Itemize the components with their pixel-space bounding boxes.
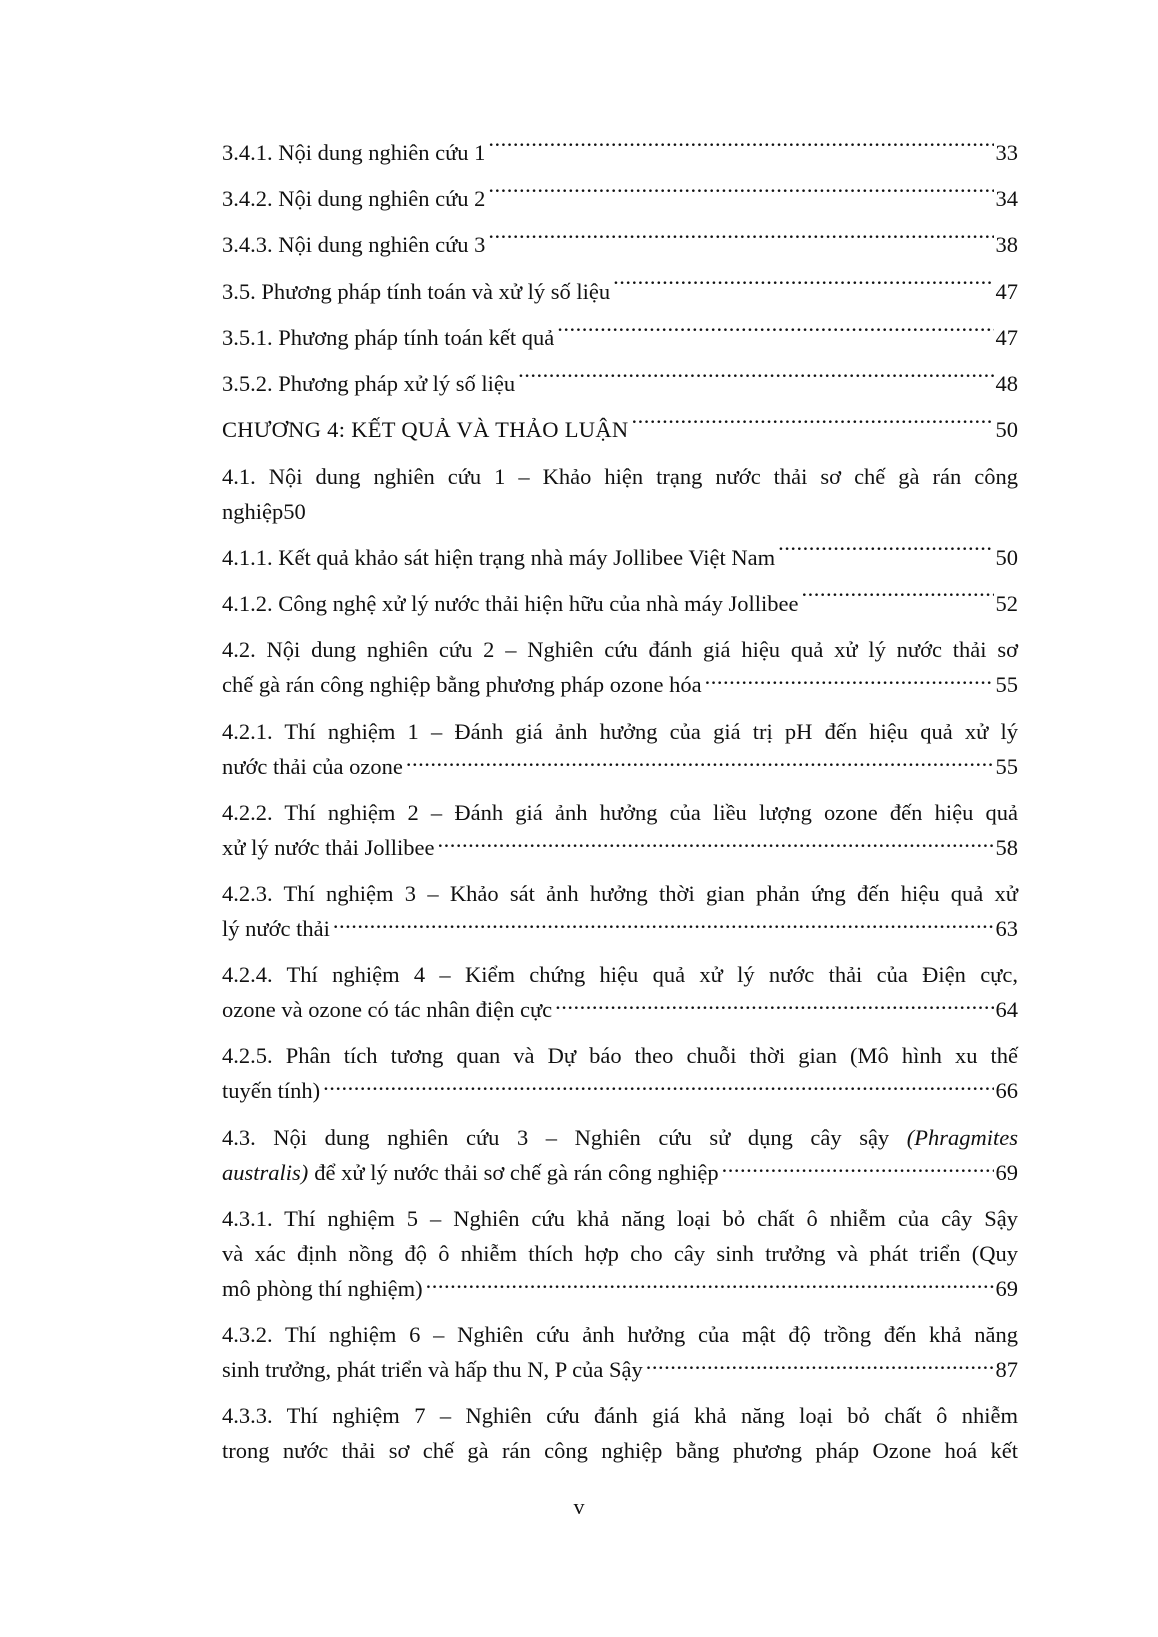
toc-page-number: 52 bbox=[995, 590, 1018, 616]
toc-label: 3.5.2. Phương pháp xử lý số liệu bbox=[222, 370, 516, 396]
toc-line: 4.2.4. Thí nghiệm 4 – Kiểm chứng hiệu quả xử lý nước thải của Điện cực, bbox=[222, 962, 1018, 988]
toc-page-number: 50 bbox=[995, 544, 1018, 570]
toc-line: 4.1. Nội dung nghiên cứu 1 – Khảo hiện trạng nước thải sơ chế gà rán công bbox=[222, 463, 1018, 489]
toc-label-scientific-name: (Phragmites bbox=[906, 1124, 1018, 1150]
toc-line bbox=[222, 1073, 1018, 1108]
toc-label-continued: sinh trưởng, phát triển và hấp thu N, P của Sậy bbox=[222, 1356, 643, 1382]
toc-page-number: 55 bbox=[995, 753, 1018, 779]
toc-line bbox=[222, 315, 1018, 361]
toc-label-continued: nước thải của ozone bbox=[222, 753, 403, 779]
toc-line: 4.2. Nội dung nghiên cứu 2 – Nghiên cứu đánh giá hiệu quả xử lý nước thải sơ bbox=[222, 637, 1018, 663]
toc-entry[interactable] bbox=[222, 1311, 1018, 1392]
toc-page-number: 64 bbox=[995, 997, 1018, 1023]
toc-label-continued: nghiệp bbox=[222, 498, 284, 524]
toc-leader-dots bbox=[557, 322, 993, 345]
toc-entry[interactable] bbox=[222, 535, 1018, 581]
toc-leader-dots bbox=[555, 995, 993, 1018]
toc-entry-chapter[interactable] bbox=[222, 407, 1018, 453]
toc-leader-dots bbox=[722, 1157, 994, 1180]
toc-line bbox=[222, 1120, 1018, 1155]
toc-line: 4.2.1. Thí nghiệm 1 – Đánh giá ảnh hưởng của giá trị pH đến hiệu quả xử lý bbox=[222, 718, 1018, 744]
toc-entry[interactable] bbox=[222, 269, 1018, 315]
toc-line: 4.3.1. Thí nghiệm 5 – Nghiên cứu khả năng loại bỏ chất ô nhiễm của cây Sậy bbox=[222, 1205, 1018, 1231]
toc-line bbox=[222, 667, 1018, 702]
toc-leader-dots bbox=[802, 588, 994, 611]
toc-entry[interactable] bbox=[222, 581, 1018, 627]
toc-label-continued: mô phòng thí nghiệm) bbox=[222, 1275, 423, 1301]
toc-chapter-label: CHƯƠNG 4: KẾT QUẢ VÀ THẢO LUẬN bbox=[222, 417, 629, 443]
toc-line: 4.2.5. Phân tích tương quan và Dự báo theo chuỗi thời gian (Mô hình xu thế bbox=[222, 1043, 1018, 1069]
toc-line bbox=[222, 1352, 1018, 1387]
toc-label-continued: chế gà rán công nghiệp bằng phương pháp ozone hóa bbox=[222, 672, 702, 698]
toc-leader-dots bbox=[406, 751, 994, 774]
toc-page-number: 33 bbox=[995, 140, 1018, 165]
toc-leader-dots bbox=[613, 276, 993, 299]
toc-leader-dots bbox=[488, 184, 993, 207]
toc-entry[interactable] bbox=[222, 315, 1018, 361]
toc-entry[interactable] bbox=[222, 870, 1018, 951]
toc-leader-dots bbox=[705, 670, 994, 693]
toc-label: 3.4.1. Nội dung nghiên cứu 1 bbox=[222, 140, 486, 165]
toc-page-number: 38 bbox=[995, 232, 1018, 258]
toc-line bbox=[222, 992, 1018, 1027]
toc-page-number: 63 bbox=[995, 916, 1018, 942]
toc-leader-dots bbox=[631, 415, 993, 438]
toc-leader-dots bbox=[518, 368, 993, 391]
toc-line: 4.3.3. Thí nghiệm 7 – Nghiên cứu đánh giá khả năng loại bỏ chất ô nhiễm bbox=[222, 1403, 1018, 1429]
toc-line: 4.2.3. Thí nghiệm 3 – Khảo sát ảnh hưởng thời gian phản ứng đến hiệu quả xử bbox=[222, 881, 1018, 907]
table-of-contents bbox=[222, 130, 1018, 1474]
toc-line bbox=[222, 176, 1018, 222]
toc-entry[interactable] bbox=[222, 1033, 1018, 1114]
toc-line bbox=[222, 361, 1018, 407]
toc-entry[interactable] bbox=[222, 789, 1018, 870]
toc-label-continued: xử lý nước thải Jollibee bbox=[222, 834, 435, 860]
toc-page-number: 34 bbox=[995, 186, 1018, 212]
toc-entry[interactable] bbox=[222, 627, 1018, 708]
toc-page-number: 47 bbox=[995, 324, 1018, 350]
toc-entry[interactable] bbox=[222, 222, 1018, 268]
toc-line bbox=[222, 830, 1018, 865]
toc-line bbox=[222, 494, 1018, 529]
toc-line: 4.2.2. Thí nghiệm 2 – Đánh giá ảnh hưởng của liều lượng ozone đến hiệu quả bbox=[222, 799, 1018, 825]
toc-page-number: 48 bbox=[995, 370, 1018, 396]
toc-line bbox=[222, 749, 1018, 784]
toc-line: trong nước thải sơ chế gà rán công nghiệp bằng phương pháp Ozone hoá kết bbox=[222, 1438, 1018, 1464]
page-number-footer: v bbox=[573, 1494, 585, 1519]
toc-label-continued: tuyến tính) bbox=[222, 1078, 321, 1104]
toc-page-number: 58 bbox=[995, 834, 1018, 860]
toc-label: 3.5.1. Phương pháp tính toán kết quả bbox=[222, 324, 555, 350]
toc-entry[interactable] bbox=[222, 1195, 1018, 1311]
toc-entry[interactable] bbox=[222, 176, 1018, 222]
toc-leader-dots bbox=[438, 832, 994, 855]
toc-label-continued: ozone và ozone có tác nhân điện cực bbox=[222, 997, 553, 1023]
toc-page-number: 55 bbox=[995, 672, 1018, 698]
toc-entry[interactable] bbox=[222, 708, 1018, 789]
toc-entry[interactable] bbox=[222, 453, 1018, 534]
toc-label-continued: để xử lý nước thải sơ chế gà rán công nghiệp bbox=[314, 1159, 719, 1185]
toc-line bbox=[222, 130, 1018, 176]
toc-entry[interactable] bbox=[222, 952, 1018, 1033]
toc-label-scientific-name: australis) bbox=[222, 1159, 309, 1185]
toc-label: 3.4.2. Nội dung nghiên cứu 2 bbox=[222, 186, 486, 212]
toc-label: 4.3. Nội dung nghiên cứu 3 – Nghiên cứu sử dụng cây sậy bbox=[222, 1124, 890, 1150]
toc-leader-dots bbox=[426, 1273, 994, 1296]
toc-entry[interactable] bbox=[222, 1393, 1018, 1474]
toc-leader-dots bbox=[333, 914, 994, 937]
toc-line bbox=[222, 407, 1018, 453]
toc-line bbox=[222, 911, 1018, 946]
toc-line bbox=[222, 1271, 1018, 1306]
toc-page-number: 50 bbox=[283, 498, 306, 524]
toc-line bbox=[222, 1155, 1018, 1190]
toc-leader-dots bbox=[646, 1354, 994, 1377]
toc-entry[interactable] bbox=[222, 130, 1018, 176]
toc-label: 4.1.1. Kết quả khảo sát hiện trạng nhà máy Jollibee Việt Nam bbox=[222, 544, 776, 570]
toc-page-number: 69 bbox=[995, 1275, 1018, 1301]
toc-leader-dots bbox=[488, 230, 993, 253]
toc-leader-dots bbox=[488, 138, 993, 161]
toc-line bbox=[222, 222, 1018, 268]
toc-leader-dots bbox=[778, 542, 993, 565]
toc-label: 3.5. Phương pháp tính toán và xử lý số liệu bbox=[222, 278, 611, 304]
toc-line bbox=[222, 535, 1018, 581]
toc-page-number: 87 bbox=[995, 1356, 1018, 1382]
toc-label: 4.1.2. Công nghệ xử lý nước thải hiện hữu của nhà máy Jollibee bbox=[222, 590, 799, 616]
toc-line: và xác định nồng độ ô nhiễm thích hợp cho cây sinh trưởng và phát triển (Quy bbox=[222, 1240, 1018, 1266]
toc-line: 4.3.2. Thí nghiệm 6 – Nghiên cứu ảnh hưởng của mật độ trồng đến khả năng bbox=[222, 1321, 1018, 1347]
toc-leader-dots bbox=[323, 1076, 993, 1099]
toc-label: 3.4.3. Nội dung nghiên cứu 3 bbox=[222, 232, 486, 258]
toc-line bbox=[222, 269, 1018, 315]
toc-page-number: 50 bbox=[995, 417, 1018, 443]
toc-entry[interactable] bbox=[222, 1114, 1018, 1195]
toc-label-continued: lý nước thải bbox=[222, 916, 330, 942]
toc-page-number: 69 bbox=[995, 1159, 1018, 1185]
toc-entry[interactable] bbox=[222, 361, 1018, 407]
toc-page-number: 66 bbox=[995, 1078, 1018, 1104]
toc-page-number: 47 bbox=[995, 278, 1018, 304]
toc-line bbox=[222, 581, 1018, 627]
